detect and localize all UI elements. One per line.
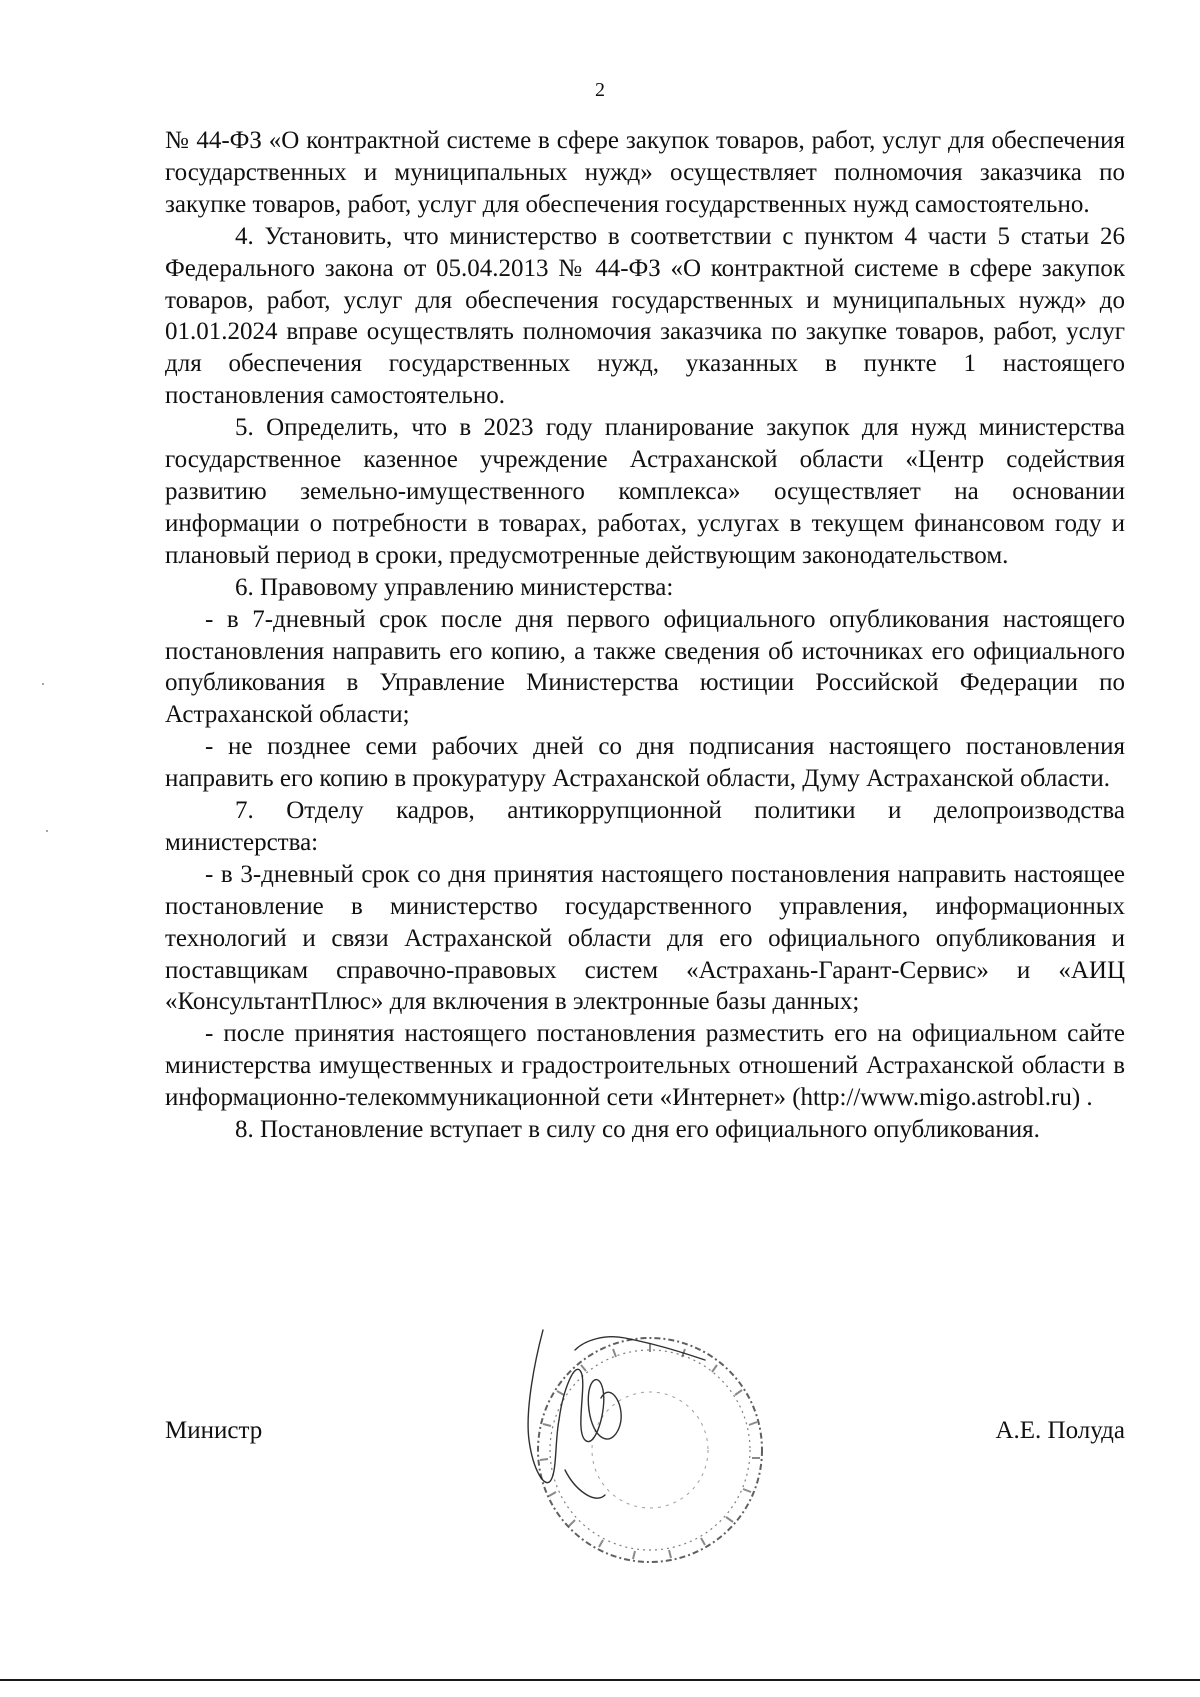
signatory-name: А.Е. Полуда <box>995 1417 1125 1444</box>
paragraph-item-6: 6. Правовому управлению министерства: <box>235 573 674 601</box>
paragraph-item-7: 7. Отделу кадров, антикоррупционной политики и делопроизводства министерства: <box>165 797 1125 856</box>
paragraph-item-4: 4. Установить, что министерство в соответствии с пунктом 4 части 5 статьи 26 Федерального закона от 05.04.2013 № 44-ФЗ «О контрактной системе в сфере закупок товаров, работ, услуг для обеспечения государственных и муниципальных нужд» до 01.01.2024 вправе осуществлять полномочия заказчика по закупке товаров, работ, услуг для обеспечения государственных нужд, указанных в пункте 1 настоящего постановления самостоятельно. <box>165 222 1125 410</box>
paragraph-item-7-dash-1: - в 3-дневный срок со дня принятия настоящего постановления направить настоящее постановление в министерство государственного управления, информационных технологий и связи Астраханской области для его официального опубликования и поставщикам справочно-правовых систем «Астрахань-Гарант-Сервис» и «АИЦ «КонсультантПлюс» для включения в электронные базы данных; <box>165 860 1125 1016</box>
paragraph-item-7-dash-2: - после принятия настоящего постановления разместить его на официальном сайте министерства имущественных и градостроительных отношений Астраханской области в информационно-телекоммуникационной сети «Интернет» (http://www.migo.astrobl.ru) . <box>165 1020 1125 1112</box>
paragraph-item-6-dash-1: - в 7-дневный срок после дня первого официального опубликования настоящего постановления направить его копию, а также сведения об источниках его официального опубликования в Управление Министерства юстиции Российской Федерации по Астраханской области; <box>165 605 1125 729</box>
paragraph-item-6-dash-2: - не позднее семи рабочих дней со дня подписания настоящего постановления направить его копию в прокуратуру Астраханской области, Думу Астраханской области. <box>165 733 1125 793</box>
signatory-title: Министр <box>165 1417 263 1444</box>
document-body <box>165 125 1125 1146</box>
scan-speck <box>46 830 48 832</box>
scan-speck <box>42 683 44 685</box>
paragraph-item-5: 5. Определить, что в 2023 году планирование закупок для нужд министерства государственное казенное учреждение Астраханской области «Центр содействия развитию земельно-имущественного комплекса» осуществляет на основании информации о потребности в товарах, работах, услугах в текущем финансовом году и плановый период в сроки, предусмотренные действующим законодательством. <box>165 414 1125 569</box>
signature-block <box>165 1415 1125 1451</box>
page-number: 2 <box>595 79 605 101</box>
page-bottom-rule <box>0 1679 1200 1681</box>
paragraph-item-8: 8. Постановление вступает в силу со дня его официального опубликования. <box>235 1116 1040 1144</box>
paragraph-continuation: № 44-ФЗ «О контрактной системе в сфере закупок товаров, работ, услуг для обеспечения государственных и муниципальных нужд» осуществляет полномочия заказчика по закупке товаров, работ, услуг для обеспечения государственных нужд самостоятельно. <box>165 127 1125 218</box>
